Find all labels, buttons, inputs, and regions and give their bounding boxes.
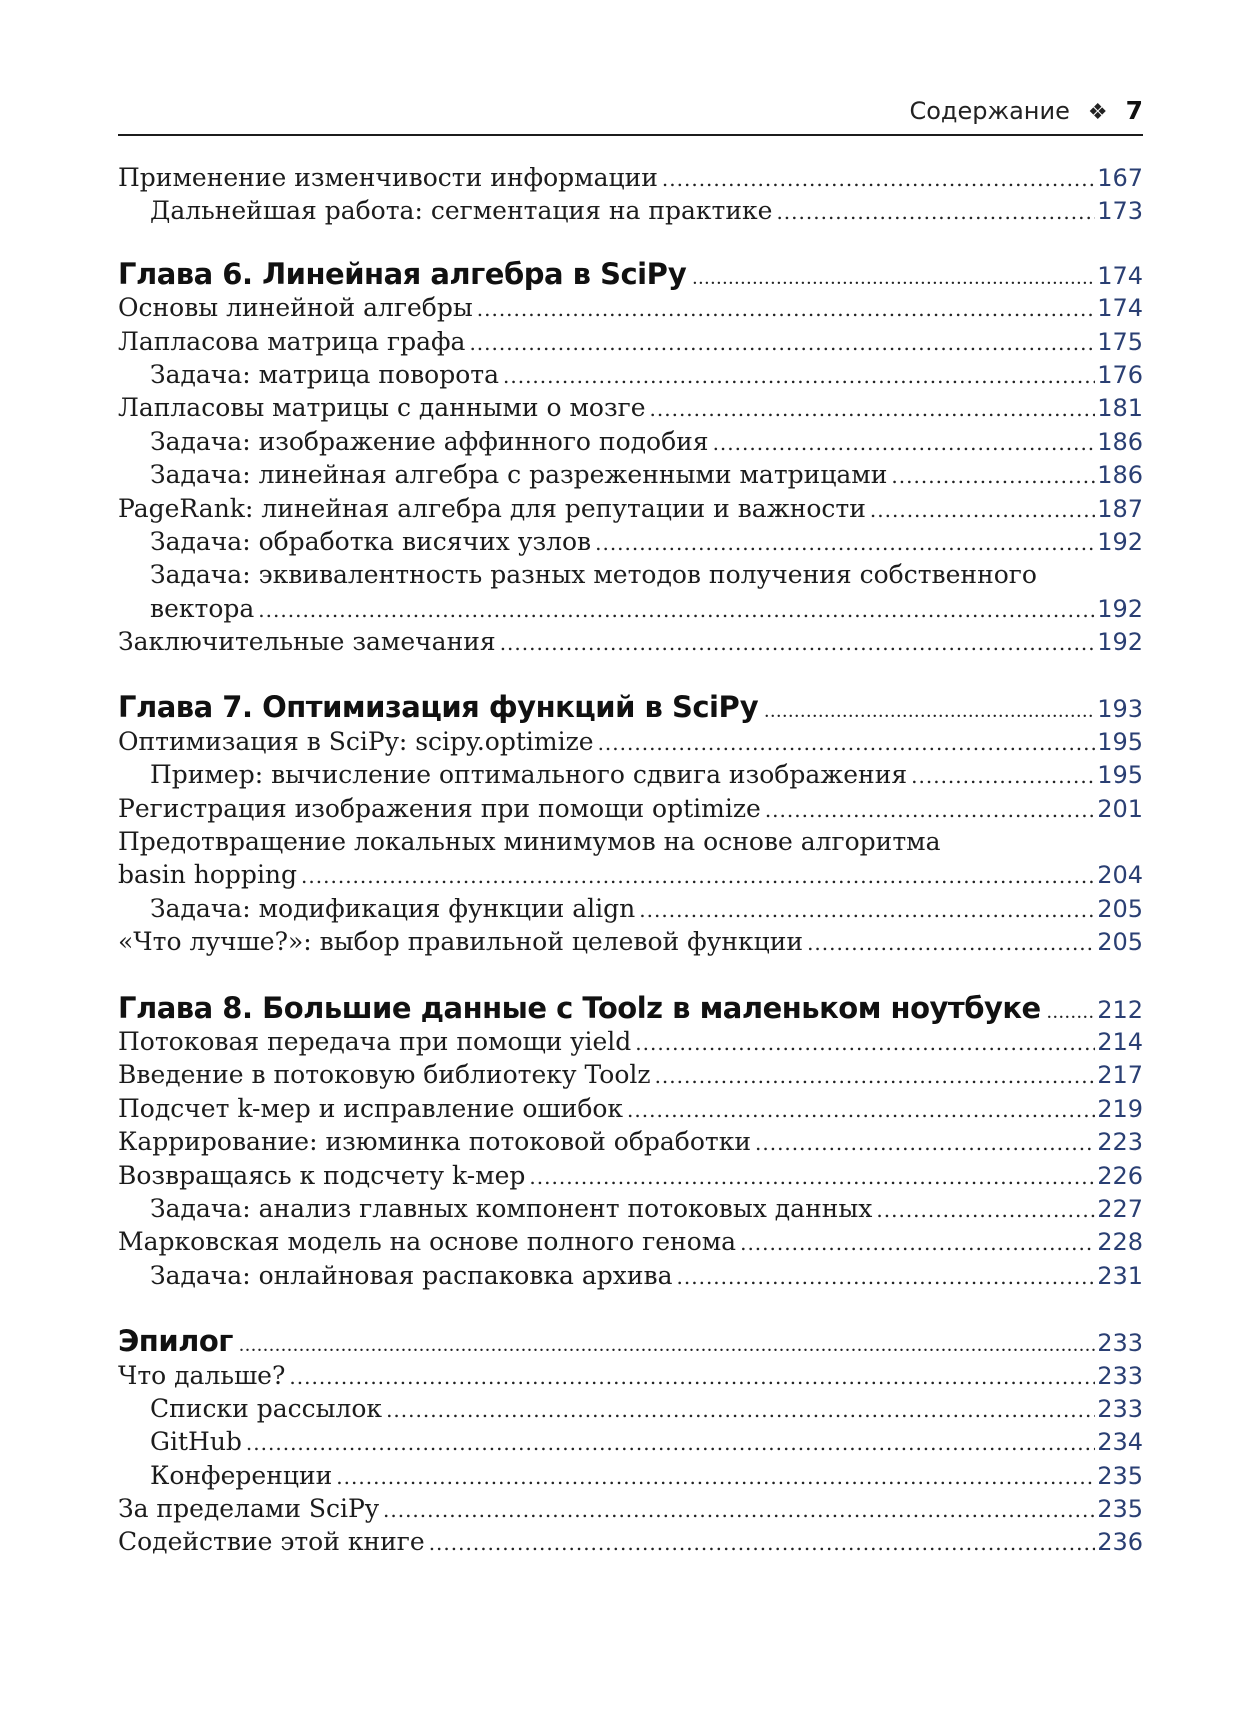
toc-entry-title: «Что лучше?»: выбор правильной целевой функции [118,927,804,957]
toc-leader-dots [755,1127,1095,1160]
toc-leader-dots [764,695,1095,728]
toc-entry [118,1125,1143,1158]
toc-leader-dots [336,1461,1095,1494]
toc-entry [118,725,1143,758]
toc-subentry [118,194,1143,227]
toc-entry-page: 233 [1097,1394,1143,1423]
toc-entry-page: 227 [1097,1194,1143,1223]
toc-entry-title: вектора [150,593,255,623]
toc-chapter-heading [118,1325,1143,1358]
toc-entry-title: За пределами SciPy [118,1494,379,1524]
toc-leader-dots [595,527,1095,560]
toc-entry [118,291,1143,324]
toc-chapter-heading [118,258,1143,291]
chapter-title: Глава 8. Большие данные с Toolz в маленьком ноутбуке [118,990,1041,1025]
toc-leader-dots [258,594,1095,627]
toc-entry-page: 205 [1097,928,1143,957]
toc-entry-page: 192 [1097,594,1143,623]
toc-entry-page: 173 [1097,197,1143,226]
toc-entry-page: 201 [1097,794,1143,823]
toc-leader-dots [740,1227,1095,1260]
toc-entry [118,161,1143,194]
toc-entry-page: 175 [1097,327,1143,356]
toc-entry-title: Каррирование: изюминка потоковой обработки [118,1127,751,1157]
toc-entry-title: PageRank: линейная алгебра для репутации и важности [118,493,866,523]
toc-entry [118,1525,1143,1558]
toc-entry [118,1159,1143,1192]
toc-entry-title: Задача: модификация функции align [150,893,636,923]
toc-leader-dots [239,1329,1095,1362]
toc-entry [118,325,1143,358]
toc-entry-page: 219 [1097,1094,1143,1123]
toc-entry [118,391,1143,424]
toc-entry [118,792,1143,825]
toc-entry-page: 217 [1097,1061,1143,1090]
toc-entry-title: Возвращаясь к подсчету k-мер [118,1160,526,1190]
toc-entry-title: Введение в потоковую библиотеку Toolz [118,1060,651,1090]
toc-entry [118,1359,1143,1392]
toc-leader-dots [246,1427,1095,1460]
toc-entry-page: 187 [1097,494,1143,523]
toc-entry-page: 205 [1097,894,1143,923]
toc-entry-title: Задача: онлайновая распаковка архива [150,1260,673,1290]
toc-entry-page: 214 [1097,1027,1143,1056]
toc-entry-page: 236 [1097,1528,1143,1557]
toc-leader-dots [627,1094,1095,1127]
toc-entry-title: Что дальше? [118,1360,286,1390]
chapter-page: 212 [1097,995,1143,1024]
toc-leader-dots [639,894,1095,927]
toc-entry-title: Задача: обработка висячих узлов [150,526,592,556]
toc-entry-page: 235 [1097,1461,1143,1490]
toc-entry-page: 167 [1097,164,1143,192]
chapter-title: Эпилог [118,1324,233,1359]
toc-entry [118,925,1143,958]
toc-entry-page: 186 [1097,427,1143,456]
toc-leader-dots [289,1361,1095,1394]
chapter-title: Глава 6. Линейная алгебра в SciPy [118,256,687,291]
toc-entry-title: Задача: линейная алгебра с разреженными матрицами [150,460,888,490]
chapter-page: 233 [1097,1329,1143,1358]
toc-chapter-heading [118,992,1143,1025]
toc-entry [118,1025,1143,1058]
toc-subentry [118,1192,1143,1225]
toc-leader-dots [503,360,1095,393]
toc-entry [118,1092,1143,1125]
ornament-icon: ❖ [1087,100,1108,125]
toc-leader-dots [383,1494,1095,1527]
toc-leader-dots [500,627,1096,660]
toc-leader-dots [635,1027,1095,1060]
toc-entry-page: 234 [1097,1428,1143,1457]
toc-entry [118,1225,1143,1258]
toc-entry-title: Списки рассылок [150,1393,383,1423]
toc-entry-page: 176 [1097,360,1143,389]
toc-entry [118,492,1143,525]
toc-entry-page: 186 [1097,461,1143,490]
toc-leader-dots [692,262,1095,295]
toc-entry-title: Конференции [150,1460,333,1490]
toc-leader-dots [876,1194,1095,1227]
toc-subentry [118,1259,1143,1292]
toc-entry-page: 192 [1097,527,1143,556]
toc-subentry [118,1392,1143,1425]
toc-entry-title: Лапласовы матрицы с данными о мозге [118,393,646,423]
toc-leader-dots [655,1060,1096,1093]
toc-entry-first-line: Предотвращение локальных минимумов на основе алгоритма [118,827,941,857]
toc-leader-dots [765,794,1095,827]
chapter-page: 174 [1097,261,1143,290]
toc-chapter-heading [118,691,1143,724]
toc-entry-title: Марковская модель на основе полного генома [118,1227,737,1257]
toc-entry [118,1058,1143,1091]
toc-entry-page: 195 [1097,761,1143,790]
table-of-contents [118,161,1143,1559]
chapter-page: 193 [1097,695,1143,724]
toc-entry-page: 195 [1097,727,1143,756]
toc-entry-page: 228 [1097,1228,1143,1257]
toc-entry-title: Подсчет k-мер и исправление ошибок [118,1093,624,1123]
toc-leader-dots [477,293,1095,326]
toc-entry-page: 204 [1097,861,1143,890]
toc-leader-dots [1047,996,1095,1029]
running-header-title: Содержание [909,97,1070,125]
toc-leader-dots [386,1394,1095,1427]
toc-entry-page: 181 [1097,394,1143,423]
toc-subentry [118,458,1143,491]
toc-subentry [118,892,1143,925]
toc-subentry [118,1425,1143,1458]
toc-entry-title: Потоковая передача при помощи yield [118,1026,632,1056]
toc-entry-page: 174 [1097,294,1143,323]
toc-entry-page: 223 [1097,1128,1143,1157]
toc-entry-title: Регистрация изображения при помощи optimize [118,793,761,823]
toc-leader-dots [870,494,1095,527]
toc-leader-dots [429,1527,1096,1560]
toc-entry-first-line: Задача: эквивалентность разных методов получения собственного [150,560,1037,590]
toc-leader-dots [891,460,1095,493]
toc-entry-title: Применение изменчивости информации [118,163,658,192]
toc-entry-title: basin hopping [118,860,298,890]
toc-leader-dots [598,727,1096,760]
toc-leader-dots [911,760,1095,793]
running-header [118,92,1143,136]
toc-entry-title: Лапласова матрица графа [118,326,466,356]
toc-entry-page: 231 [1097,1261,1143,1290]
toc-subentry [118,1459,1143,1492]
toc-leader-dots [529,1161,1095,1194]
toc-entry-page: 235 [1097,1495,1143,1524]
page-number: 7 [1125,96,1143,125]
toc-entry [118,625,1143,658]
toc-leader-dots [677,1261,1096,1294]
toc-leader-dots [662,163,1095,196]
toc-subentry [118,425,1143,458]
toc-leader-dots [807,927,1095,960]
toc-entry-title: GitHub [150,1427,242,1457]
toc-subentry [118,525,1143,558]
toc-leader-dots [301,860,1095,893]
toc-leader-dots [650,393,1096,426]
toc-entry-title: Задача: изображение аффинного подобия [150,426,709,456]
toc-entry-title: Заключительные замечания [118,627,496,657]
running-header-content [909,96,1143,125]
toc-leader-dots [713,427,1096,460]
toc-entry-page: 233 [1097,1361,1143,1390]
toc-entry-title: Пример: вычисление оптимального сдвига изображения [150,760,908,790]
toc-entry-title: Содействие этой книге [118,1527,425,1557]
toc-entry-page: 226 [1097,1161,1143,1190]
toc-leader-dots [776,196,1095,229]
toc-entry [118,858,1143,891]
chapter-title: Глава 7. Оптимизация функций в SciPy [118,690,759,725]
toc-entry-page: 192 [1097,628,1143,657]
toc-entry [118,1492,1143,1525]
toc-entry-title: Задача: анализ главных компонент потоковых данных [150,1193,873,1223]
toc-subentry [118,358,1143,391]
toc-entry-title: Оптимизация в SciPy: scipy.optimize [118,726,594,756]
toc-entry-title: Задача: матрица поворота [150,359,499,389]
toc-leader-dots [469,327,1095,360]
toc-entry-title: Дальнейшая работа: сегментация на практике [150,196,773,226]
toc-entry-title: Основы линейной алгебры [118,293,473,323]
toc-subentry [118,758,1143,791]
toc-subentry [118,592,1143,625]
